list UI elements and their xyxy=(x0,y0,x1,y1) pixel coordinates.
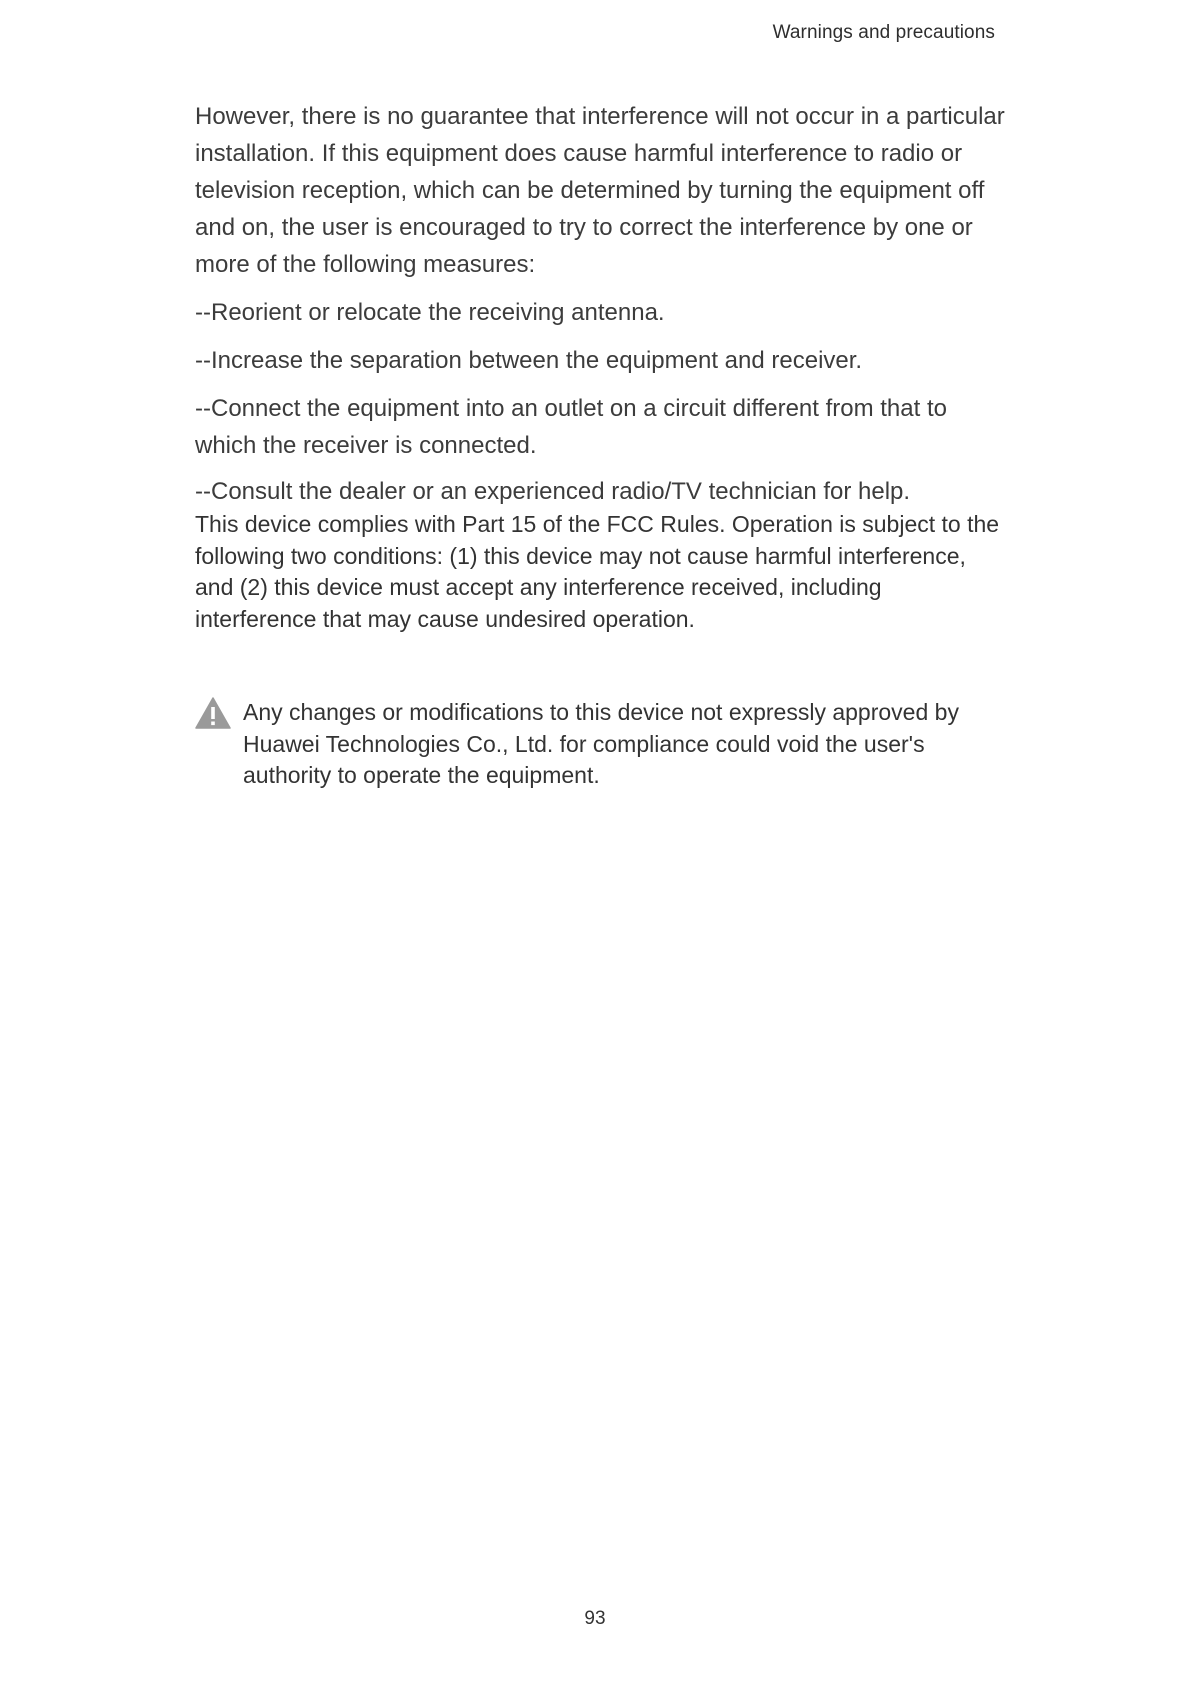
warning-text: Any changes or modifications to this device not expressly approved by Huawei Technologies Co., Ltd. for compliance could void the user's authority to operate the equipment. xyxy=(243,699,959,788)
page-number: 93 xyxy=(584,1608,606,1629)
warning-icon xyxy=(195,697,231,729)
measure-increase-separation: --Increase the separation between the equipment and receiver. xyxy=(195,347,863,374)
measure-different-circuit: --Connect the equipment into an outlet on a circuit different from that to which the receiver is connected. xyxy=(195,395,947,459)
running-header: Warnings and precautions xyxy=(772,22,995,43)
measure-reorient-antenna: --Reorient or relocate the receiving antenna. xyxy=(195,299,665,326)
page-body xyxy=(195,98,1007,635)
fcc-compliance-statement: This device complies with Part 15 of the FCC Rules. Operation is subject to the following two conditions: (1) this device may not cause harmful interference, and (2) this device must accept any interference received, including interference that may cause undesired operation. xyxy=(195,511,1000,632)
interference-paragraph: However, there is no guarantee that interference will not occur in a particular installation. If this equipment does cause harmful interference to radio or television reception, which can be determined by turning the equipment off and on, the user is encouraged to try to correct the interference by one or more of the following measures: xyxy=(195,103,1005,278)
measure-consult-dealer: --Consult the dealer or an experienced radio/TV technician for help. xyxy=(195,478,911,505)
modification-warning xyxy=(195,697,1007,792)
